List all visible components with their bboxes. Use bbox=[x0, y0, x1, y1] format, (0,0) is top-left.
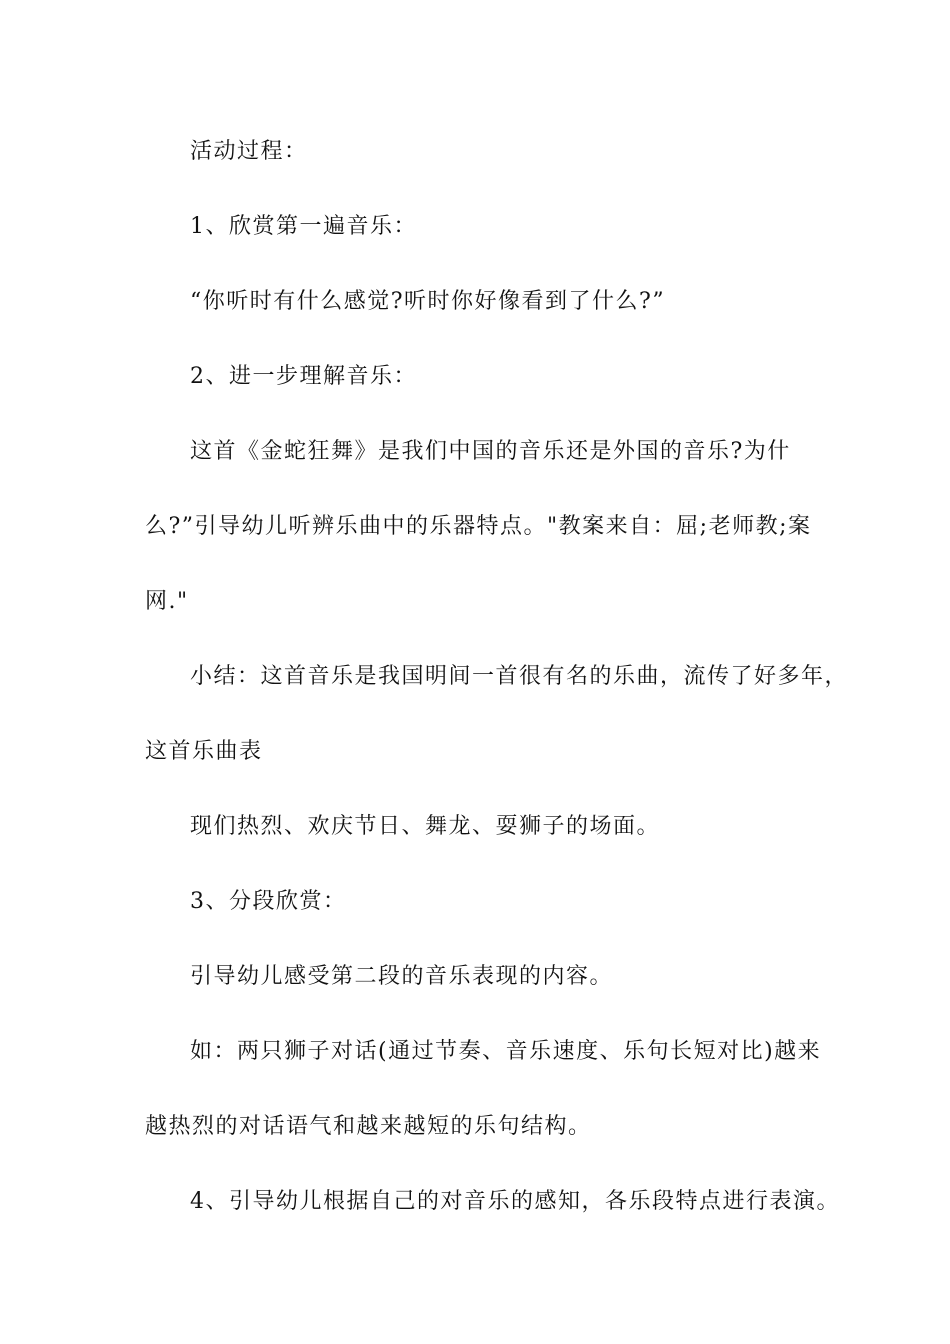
paragraph-line: 这首乐曲表 bbox=[145, 739, 263, 764]
step-heading: 4、引导幼儿根据自己的对音乐的感知，各乐段特点进行表演。 bbox=[190, 1189, 840, 1214]
section-heading: 活动过程： bbox=[190, 139, 308, 164]
paragraph-line: 么?”引导幼儿听辨乐曲中的乐器特点。"教案来自：屈;老师教;案 bbox=[145, 514, 812, 539]
paragraph-line: 小结：这首音乐是我国明间一首很有名的乐曲，流传了好多年， bbox=[190, 664, 849, 689]
paragraph-line: 网." bbox=[145, 589, 189, 614]
paragraph-line: 现们热烈、欢庆节日、舞龙、耍狮子的场面。 bbox=[190, 814, 661, 839]
paragraph-line: 如：两只狮子对话(通过节奏、音乐速度、乐句长短对比)越来 bbox=[190, 1039, 822, 1064]
paragraph-line: 越热烈的对话语气和越来越短的乐句结构。 bbox=[145, 1114, 592, 1139]
paragraph-line: “你听时有什么感觉?听时你好像看到了什么?” bbox=[190, 289, 666, 314]
step-heading: 3、分段欣赏： bbox=[190, 889, 347, 914]
step-heading: 1、欣赏第一遍音乐： bbox=[190, 214, 417, 239]
step-heading: 2、进一步理解音乐： bbox=[190, 364, 417, 389]
paragraph-line: 这首《金蛇狂舞》是我们中国的音乐还是外国的音乐?为什 bbox=[190, 439, 791, 464]
paragraph-line: 引导幼儿感受第二段的音乐表现的内容。 bbox=[190, 964, 614, 989]
